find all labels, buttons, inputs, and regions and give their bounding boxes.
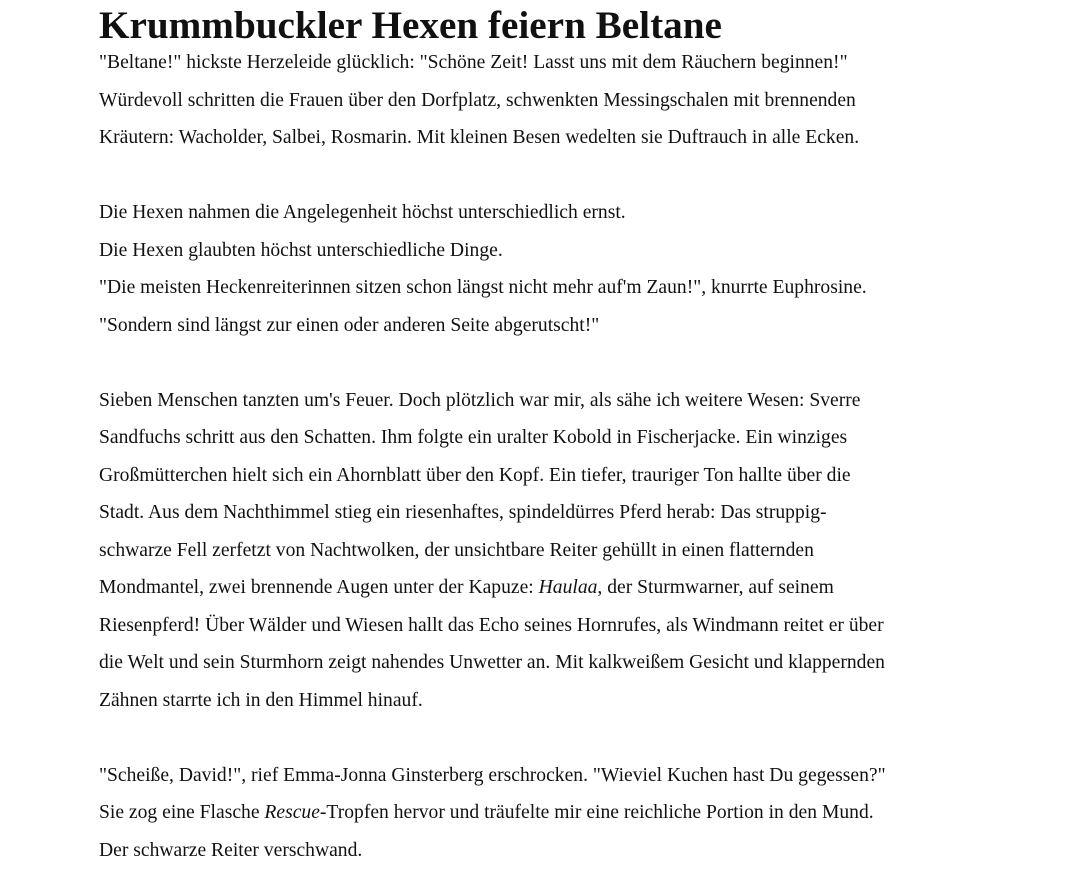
text-line: Der schwarze Reiter verschwand. [99, 839, 363, 861]
text-line: Riesenpferd! Über Wälder und Wiesen hallt das Echo seines Hornrufes, als Windmann reitet er über [99, 614, 884, 636]
italic-name-haulaa: Haulaa [538, 577, 598, 598]
text-line: "Beltane!" hickste Herzeleide glücklich: "Schöne Zeit! Lasst uns mit dem Räuchern beginnen!" [99, 52, 848, 73]
text-line-with-italic [99, 794, 999, 832]
text-line: Stadt. Aus dem Nachthimmel stieg ein riesenhaftes, spindeldürres Pferd herab: Das struppig- [99, 502, 827, 523]
text-line: "Die meisten Heckenreiterinnen sitzen schon längst nicht mehr auf'm Zaun!", knurrte Euphrosine. [99, 277, 867, 298]
text-line: schwarze Fell zerfetzt von Nachtwolken, der unsichtbare Reiter gehüllt in einen flatternden [99, 539, 814, 561]
text-line: Sandfuchs schritt aus den Schatten. Ihm folgte ein uralter Kobold in Fischerjacke. Ein winziges [99, 427, 848, 448]
text-segment: -Tropfen hervor und träufelte mir eine reichliche Portion in den Mund. [319, 802, 874, 823]
document [99, 4, 999, 869]
paragraph-2 [99, 194, 999, 344]
paragraph-1 [99, 44, 999, 157]
text-line: Die Hexen nahmen die Angelegenheit höchst unterschiedlich ernst. [99, 202, 626, 223]
text-line: Die Hexen glaubten höchst unterschiedliche Dinge. [99, 239, 503, 261]
text-line: Sieben Menschen tanzten um's Feuer. Doch plötzlich war mir, als sähe ich weitere Wesen: Sverre [99, 389, 861, 411]
text-line: die Welt und sein Sturmhorn zeigt nahendes Unwetter an. Mit kalkweißem Gesicht und klappernden [99, 652, 885, 673]
paragraph-3 [99, 382, 999, 720]
paragraph-spacer [99, 344, 999, 382]
text-line: "Scheiße, David!", rief Emma-Jonna Ginsterberg erschrocken. "Wieviel Kuchen hast Du gegessen?" [99, 764, 886, 786]
italic-word-rescue: Rescue [264, 802, 320, 823]
text-line: Kräutern: Wacholder, Salbei, Rosmarin. Mit kleinen Besen wedelten sie Duftrauch in alle Ecken. [99, 127, 860, 148]
text-line: Zähnen starrte ich in den Himmel hinauf. [99, 689, 423, 711]
text-line-with-italic [99, 569, 999, 607]
text-line: Großmütterchen hielt sich ein Ahornblatt über den Kopf. Ein tiefer, trauriger Ton hallte über die [99, 464, 851, 486]
text-line: Würdevoll schritten die Frauen über den Dorfplatz, schwenkten Messingschalen mit brennenden [99, 89, 856, 111]
document-title: Krummbuckler Hexen feiern Beltane [99, 4, 722, 47]
text-segment: Sie zog eine Flasche [99, 802, 265, 823]
paragraph-spacer [99, 719, 999, 757]
text-line: "Sondern sind längst zur einen oder anderen Seite abgerutscht!" [99, 314, 600, 336]
paragraph-spacer [99, 157, 999, 195]
text-segment: , der Sturmwarner, auf seinem [597, 577, 834, 598]
paragraph-4 [99, 757, 999, 869]
text-segment: Mondmantel, zwei brennende Augen unter der Kapuze: [99, 577, 539, 598]
